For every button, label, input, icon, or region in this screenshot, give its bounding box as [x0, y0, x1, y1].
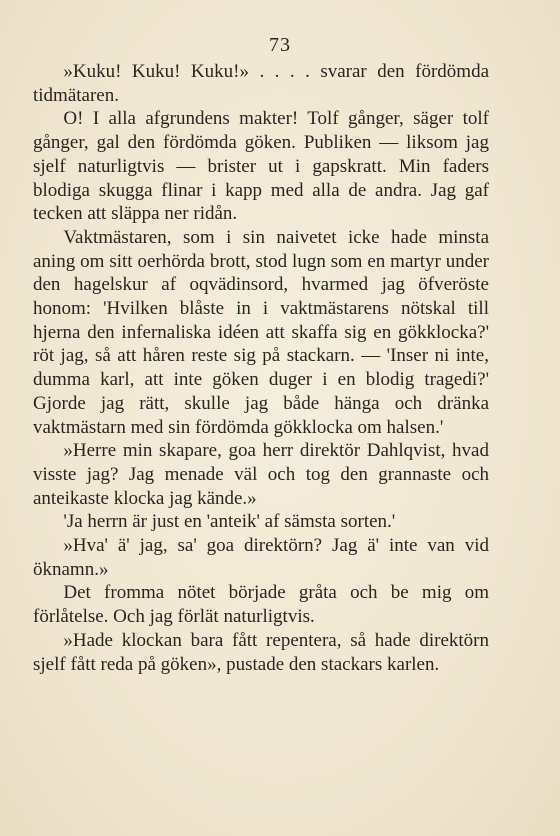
page-number: 73: [269, 34, 291, 56]
paragraph: 'Ja herrn är just en 'anteik' af sämsta sorten.': [63, 511, 396, 533]
paragraph: »Kuku! Kuku! Kuku!» . . . . svarar den fördömda tidmätaren.: [33, 61, 489, 106]
paragraph: »Hade klockan bara fått repentera, så hade direktörn sjelf fått reda på göken», pustade den stackars karlen.: [33, 629, 489, 675]
paragraph: »Herre min skapare, goa herr direktör Dahlqvist, hvad visste jag? Jag menade väl och tog den grannaste och anteikaste klocka jag kände.»: [33, 440, 489, 509]
body-text: [33, 60, 489, 676]
paragraph: O! I alla afgrundens makter! Tolf gånger, säger tolf gånger, gal den fördömda göken. Publiken — liksom jag sjelf naturligtvis — brister ut i gapskratt. Min faders blodiga skugga flinar i kapp med alla de andra. Jag gaf tecken att släppa ner ridån.: [33, 108, 489, 225]
paragraph: Det fromma nötet började gråta och be mig om förlåtelse. Och jag förlät naturligtvis.: [33, 582, 489, 628]
paragraph: »Hva' ä' jag, sa' goa direktörn? Jag ä' inte van vid öknamn.»: [33, 535, 489, 580]
paragraph: Vaktmästaren, som i sin naivetet icke hade minsta aning om sitt oerhörda brott, stod lugn som en martyr under den hagelskur af oqvädinsord, hvarmed jag öfveröste honom: 'Hvilken blåste in i vaktmästarens nötskal till hjerna den infernaliska idéen att skaffa sig en gökklocka?' röt jag, så att håren reste sig på stackarn. — 'Inser ni inte, dumma karl, att inte göken duger i en blodig tragedi?' Gjorde jag rätt, skulle jag både hänga och dränka vaktmästarn med sin fördömda gökklocka om halsen.': [33, 226, 489, 438]
